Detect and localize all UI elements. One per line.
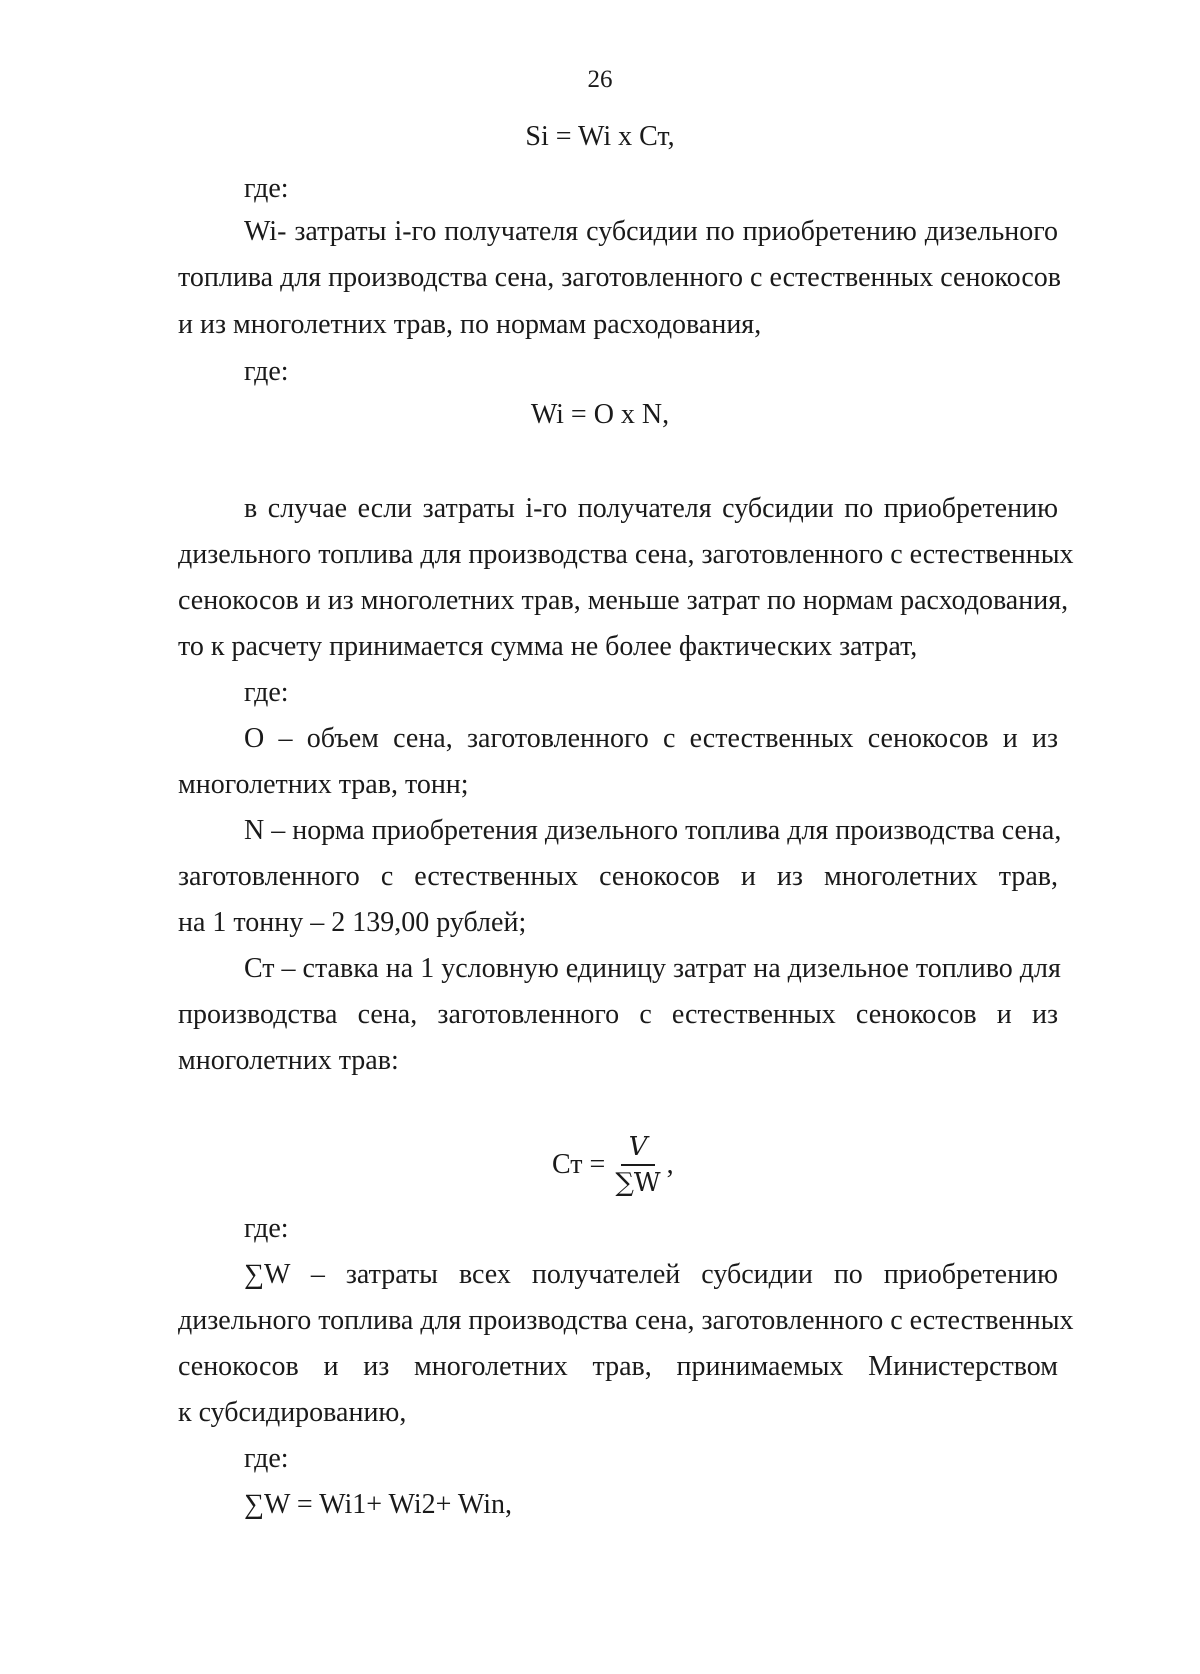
o-definition-line-1: O – объем сена, заготовленного с естественных сенокосов и из <box>244 723 1058 754</box>
n-definition-line-3: на 1 тонну – 2 139,00 рублей; <box>178 907 527 938</box>
formula-si: Si = Wi x Ст, <box>525 121 675 152</box>
case-text-line-1: в случае если затраты i-го получателя субсидии по приобретению <box>244 493 1058 524</box>
wi-definition-line-1: Wi- затраты i-го получателя субсидии по приобретению дизельного <box>244 216 1058 247</box>
formula-ct-tail: , <box>666 1149 674 1180</box>
formula-wi: Wi = O x N, <box>530 399 670 430</box>
where-label-5: где: <box>244 1443 289 1474</box>
where-label-3: где: <box>244 677 289 708</box>
sumw-definition-line-4: к субсидированию, <box>178 1397 407 1428</box>
formula-ct-fraction <box>615 1132 660 1198</box>
formula-ct <box>552 1120 674 1210</box>
sumw-definition-line-3: сенокосов и из многолетних трав, принимаемых Министерством <box>178 1351 1058 1382</box>
where-label-2: где: <box>244 356 289 387</box>
sumw-definition-line-2: дизельного топлива для производства сена, заготовленного с естественных <box>178 1305 1074 1336</box>
case-text-line-4: то к расчету принимается сумма не более фактических затрат, <box>178 631 918 662</box>
ct-definition-line-2: производства сена, заготовленного с естественных сенокосов и из <box>178 999 1058 1030</box>
formula-sumw: ∑W = Wi1+ Wi2+ Win, <box>244 1489 512 1520</box>
sumw-definition-line-1: ∑W – затраты всех получателей субсидии по приобретению <box>244 1259 1058 1290</box>
o-definition-line-2: многолетних трав, тонн; <box>178 769 469 800</box>
wi-definition-line-2: топлива для производства сена, заготовленного с естественных сенокосов <box>178 262 1061 293</box>
ct-definition-line-1: Ст – ставка на 1 условную единицу затрат на дизельное топливо для <box>244 953 1061 984</box>
formula-ct-numerator: V <box>621 1132 656 1166</box>
where-label-1: где: <box>244 173 289 204</box>
wi-definition-line-3: и из многолетних трав, по нормам расходования, <box>178 309 762 340</box>
where-label-4: где: <box>244 1213 289 1244</box>
n-definition-line-2: заготовленного с естественных сенокосов и из многолетних трав, <box>178 861 1058 892</box>
formula-ct-lhs: Ст = <box>552 1149 606 1180</box>
n-definition-line-1: N – норма приобретения дизельного топлива для производства сена, <box>244 815 1062 846</box>
formula-ct-denominator: ∑W <box>615 1168 661 1198</box>
ct-definition-line-3: многолетних трав: <box>178 1045 399 1076</box>
case-text-line-2: дизельного топлива для производства сена, заготовленного с естественных <box>178 539 1074 570</box>
case-text-line-3: сенокосов и из многолетних трав, меньше затрат по нормам расходования, <box>178 585 1069 616</box>
page-number: 26 <box>587 66 613 93</box>
